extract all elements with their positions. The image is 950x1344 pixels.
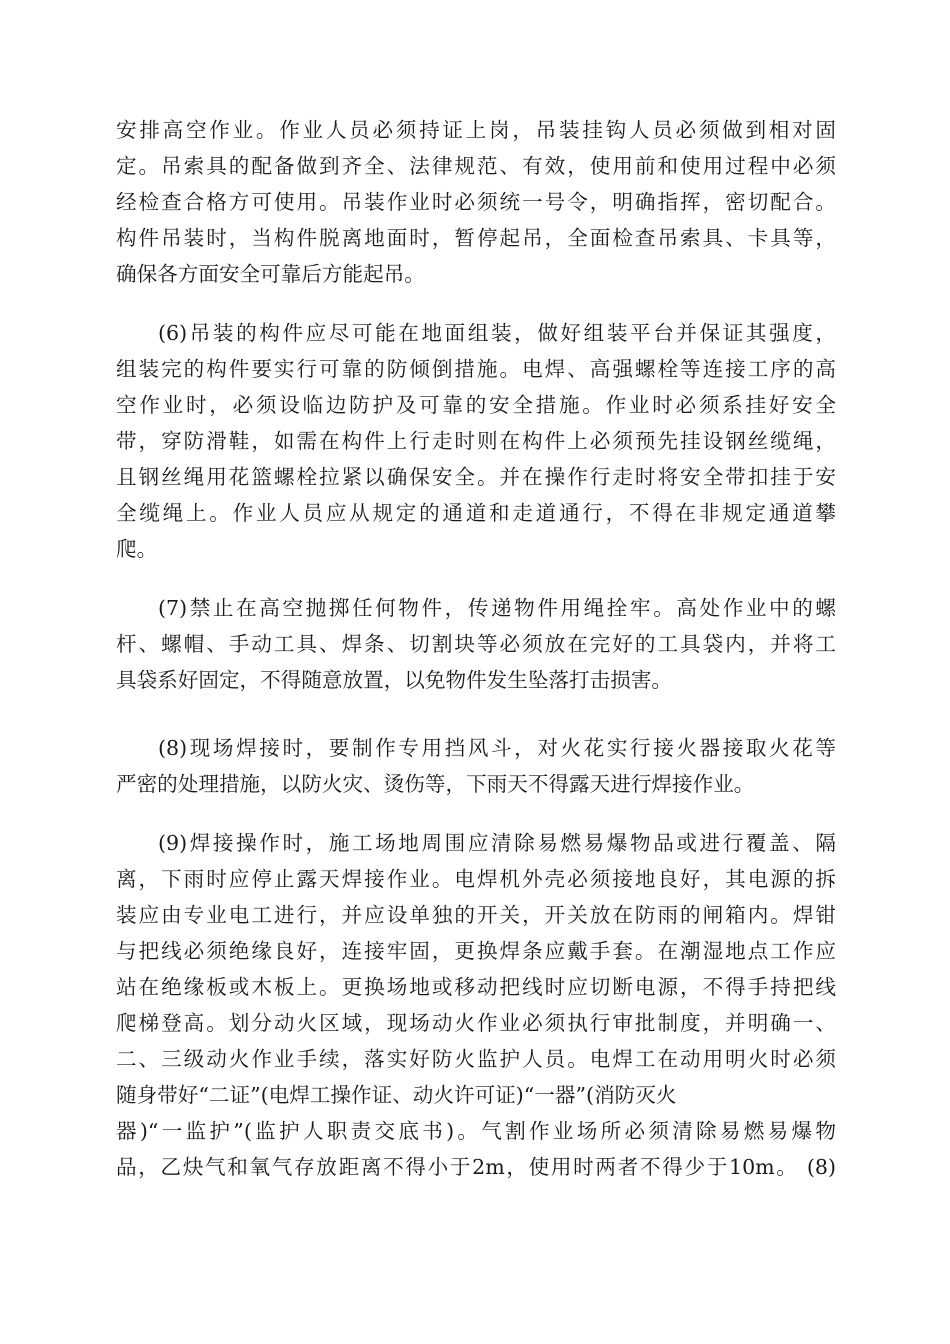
paragraph-continued-line-2: 定。吊索具的配备做到齐全、法律规范、有效，使用前和使用过程中必须 <box>116 154 836 178</box>
paragraph-continued-line-3: 经检查合格方可使用。吊装作业时必须统一号令，明确指挥，密切配合。 <box>116 190 836 214</box>
paragraph-9-line-9: 器)“一监护”(监护人职责交底书)。气割作业场所必须清除易燃易爆物 <box>116 1119 836 1143</box>
paragraph-9-line-6: 爬梯登高。划分动火区域，现场动火作业必须执行审批制度，并明确一、 <box>116 1011 836 1035</box>
paragraph-8-line-2: 严密的处理措施，以防火灾、烫伤等，下雨天不得露天进行焊接作业。 <box>116 772 755 796</box>
paragraph-9-line-10: 品，乙炔气和氧气存放距离不得小于2m，使用时两者不得少于10m。 (8) <box>116 1155 836 1179</box>
paragraph-9-line-2: 离，下雨时应停止露天焊接作业。电焊机外壳必须接地良好，其电源的拆 <box>116 867 836 891</box>
paragraph-8-line-1: (8)现场焊接时，要制作专用挡风斗，对火花实行接火器接取火花等 <box>158 736 836 760</box>
paragraph-6-line-5: 且钢丝绳用花篮螺栓拉紧以确保安全。并在操作行走时将安全带扣挂于安 <box>116 465 836 489</box>
paragraph-continued-line-5: 确保各方面安全可靠后方能起吊。 <box>116 262 425 286</box>
paragraph-9-line-8: 随身带好“二证”(电焊工操作证、动火许可证)“一器”(消防灭火 <box>116 1083 677 1107</box>
paragraph-9-line-5: 站在绝缘板或木板上。更换场地或移动把线时应切断电源，不得手持把线 <box>116 975 836 999</box>
paragraph-6-line-1: (6)吊装的构件应尽可能在地面组装，做好组装平台并保证其强度， <box>158 321 836 345</box>
paragraph-9-line-7: 二、三级动火作业手续，落实好防火监护人员。电焊工在动用明火时必须 <box>116 1047 836 1071</box>
paragraph-7-line-1: (7)禁止在高空抛掷任何物件，传递物件用绳拴牢。高处作业中的螺 <box>158 596 836 620</box>
paragraph-7-line-2: 杆、螺帽、手动工具、焊条、切割块等必须放在完好的工具袋内，并将工 <box>116 632 836 656</box>
paragraph-6-line-3: 空作业时，必须设临边防护及可靠的安全措施。作业时必须系挂好安全 <box>116 393 836 417</box>
paragraph-7-line-3: 具袋系好固定，不得随意放置，以免物件发生坠落打击损害。 <box>116 668 673 692</box>
paragraph-6-line-6: 全缆绳上。作业人员应从规定的通道和走道通行，不得在非规定通道攀 <box>116 501 836 525</box>
paragraph-9-line-4: 与把线必须绝缘良好，连接牢固，更换焊条应戴手套。在潮湿地点工作应 <box>116 939 836 963</box>
paragraph-9-line-3: 装应由专业电工进行，并应设单独的开关，开关放在防雨的闸箱内。焊钳 <box>116 903 836 927</box>
paragraph-6-line-7: 爬。 <box>116 537 158 561</box>
paragraph-6-line-4: 带，穿防滑鞋，如需在构件上行走时则在构件上必须预先挂设钢丝缆绳， <box>116 429 836 453</box>
paragraph-9-line-1: (9)焊接操作时，施工场地周围应清除易燃易爆物品或进行覆盖、隔 <box>158 831 836 855</box>
paragraph-continued-line-1: 安排高空作业。作业人员必须持证上岗，吊装挂钩人员必须做到相对固 <box>116 118 836 142</box>
paragraph-continued-line-4: 构件吊装时，当构件脱离地面时，暂停起吊，全面检查吊索具、卡具等， <box>116 226 836 250</box>
paragraph-6-line-2: 组装完的构件要实行可靠的防倾倒措施。电焊、高强螺栓等连接工序的高 <box>116 357 836 381</box>
